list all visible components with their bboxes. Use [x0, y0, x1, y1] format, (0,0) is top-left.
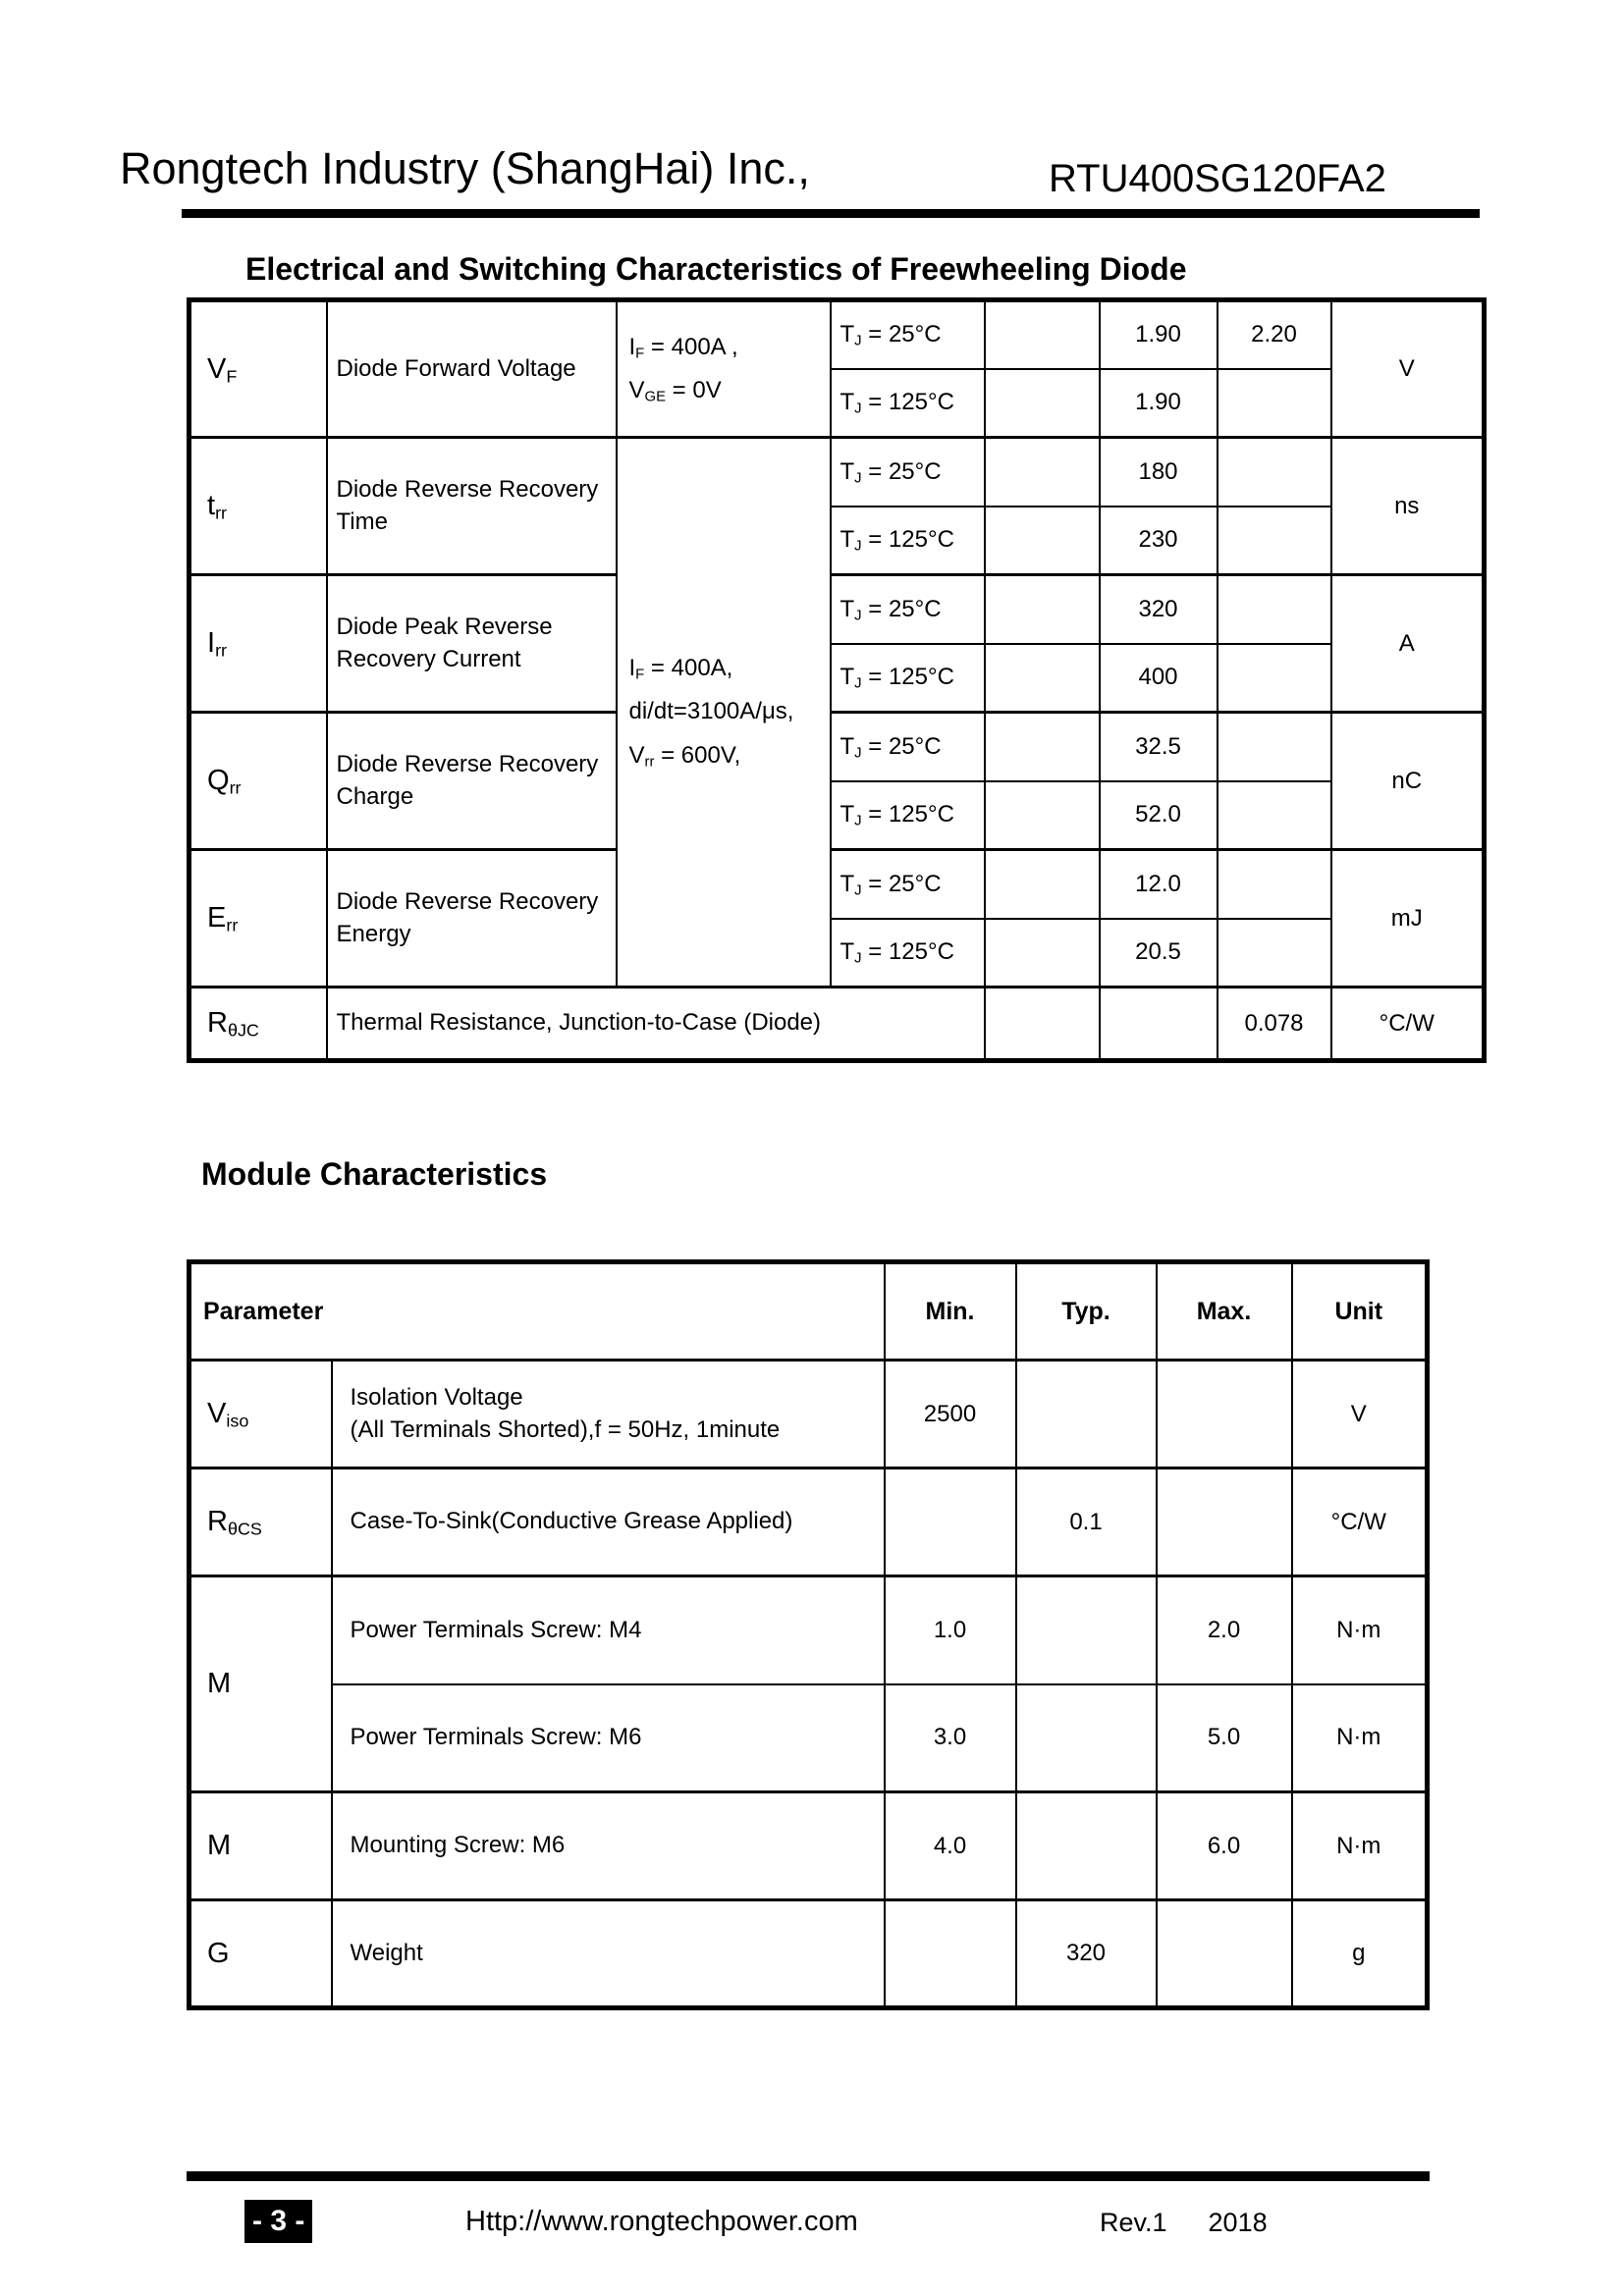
max-cell	[1218, 369, 1331, 438]
condition-line: di/dt=3100A/μs,	[628, 698, 794, 725]
revision-block	[1100, 2208, 1268, 2238]
company-name: Rongtech Industry (ShangHai) Inc.,	[120, 143, 810, 193]
condition-line: $V_{rr} = 600V$,	[628, 741, 741, 771]
table-row	[189, 1576, 1428, 1684]
table-row	[189, 575, 1485, 644]
max-cell: 6.0	[1157, 1792, 1292, 1900]
min-cell	[985, 713, 1100, 781]
table-row	[189, 1684, 1428, 1792]
typ-cell	[1016, 1684, 1157, 1792]
table-row	[189, 713, 1485, 781]
module-table-title: Module Characteristics	[201, 1156, 548, 1192]
typ-cell: 32.5	[1100, 713, 1218, 781]
typ-cell: 230	[1100, 507, 1218, 575]
symbol-cell: $V_{iso}$	[189, 1361, 332, 1468]
tj-cell: $T_J = 125^\circ C$	[831, 781, 985, 850]
description-cell	[332, 1361, 885, 1468]
parameter-cell: Diode Reverse Recovery Time	[327, 438, 617, 575]
tj-cell: $T_J = 25^\circ C$	[831, 438, 985, 507]
tj-cell: $T_J = 25^\circ C$	[831, 850, 985, 919]
description-line: (All Terminals Shorted),f = 50Hz, 1minute	[350, 1415, 781, 1443]
table-row	[189, 850, 1485, 919]
max-cell	[1218, 644, 1331, 713]
typ-cell: 20.5	[1100, 919, 1218, 988]
symbol-cell: $I_{rr}$	[189, 575, 327, 713]
parameter-cell: Diode Forward Voltage	[327, 300, 617, 438]
typ-cell: 1.90	[1100, 369, 1218, 438]
description-cell: Power Terminals Screw: M4	[332, 1576, 885, 1684]
min-cell	[985, 507, 1100, 575]
condition-line: $I_F = 400A$ ,	[628, 333, 738, 362]
max-cell	[1218, 850, 1331, 919]
description-line: Isolation Voltage	[350, 1384, 523, 1412]
min-cell	[885, 1900, 1016, 2008]
max-cell	[1218, 575, 1331, 644]
unit-cell: mJ	[1331, 850, 1485, 988]
col-header-max: Max.	[1157, 1262, 1292, 1361]
max-cell	[1157, 1361, 1292, 1468]
diode-characteristics-table	[187, 297, 1487, 1063]
condition-line: $V_{GE} = 0V$	[628, 377, 722, 405]
max-cell	[1218, 713, 1331, 781]
typ-cell: 12.0	[1100, 850, 1218, 919]
tj-cell: $T_J = 25^\circ C$	[831, 300, 985, 369]
typ-cell	[1016, 1361, 1157, 1468]
diode-table-title: Electrical and Switching Characteristics of Freewheeling Diode	[245, 251, 1187, 287]
typ-cell: 400	[1100, 644, 1218, 713]
table-row	[189, 1468, 1428, 1576]
tj-cell: $T_J = 125^\circ C$	[831, 919, 985, 988]
unit-cell: °C/W	[1331, 988, 1485, 1061]
max-cell: 5.0	[1157, 1684, 1292, 1792]
max-cell	[1218, 919, 1331, 988]
condition-cell	[617, 300, 831, 438]
typ-cell: 320	[1100, 575, 1218, 644]
parameter-cell: Thermal Resistance, Junction-to-Case (Diode)	[327, 988, 985, 1061]
col-header-min: Min.	[885, 1262, 1016, 1361]
symbol-cell: $R_{\theta JC}$	[189, 988, 327, 1061]
unit-cell: nC	[1331, 713, 1485, 850]
unit-cell: °C/W	[1292, 1468, 1428, 1576]
max-cell	[1157, 1900, 1292, 2008]
min-cell	[985, 850, 1100, 919]
table-row	[189, 988, 1485, 1061]
typ-cell: 1.90	[1100, 300, 1218, 369]
symbol-cell: $R_{\theta CS}$	[189, 1468, 332, 1576]
max-cell	[1218, 781, 1331, 850]
min-cell	[985, 644, 1100, 713]
unit-cell: V	[1292, 1361, 1428, 1468]
unit-cell: g	[1292, 1900, 1428, 2008]
tj-cell: $T_J = 125^\circ C$	[831, 369, 985, 438]
col-header-parameter: Parameter	[189, 1262, 885, 1361]
min-cell	[985, 988, 1100, 1061]
parameter-cell: Diode Peak Reverse Recovery Current	[327, 575, 617, 713]
table-row	[189, 1792, 1428, 1900]
symbol-cell: $Q_{rr}$	[189, 713, 327, 850]
min-cell	[985, 919, 1100, 988]
max-cell	[1218, 507, 1331, 575]
footer-rule	[187, 2171, 1430, 2181]
parameter-cell: Diode Reverse Recovery Energy	[327, 850, 617, 988]
website-url: Http://www.rongtechpower.com	[465, 2206, 858, 2237]
part-number: RTU400SG120FA2	[1049, 157, 1386, 200]
max-cell	[1157, 1468, 1292, 1576]
max-cell	[1218, 438, 1331, 507]
symbol-cell: $V_F$	[189, 300, 327, 438]
unit-cell: V	[1331, 300, 1485, 438]
min-cell: 3.0	[885, 1684, 1016, 1792]
typ-cell	[1016, 1576, 1157, 1684]
typ-cell: 52.0	[1100, 781, 1218, 850]
unit-cell: A	[1331, 575, 1485, 713]
description-cell: Weight	[332, 1900, 885, 2008]
table-row	[189, 300, 1485, 369]
typ-cell	[1100, 988, 1218, 1061]
header-rule	[182, 209, 1480, 218]
year-label: 2018	[1208, 2208, 1268, 2237]
shared-condition-cell	[617, 438, 831, 988]
min-cell	[985, 781, 1100, 850]
symbol-cell: $t_{rr}$	[189, 438, 327, 575]
unit-cell: ns	[1331, 438, 1485, 575]
max-cell: 2.20	[1218, 300, 1331, 369]
unit-cell: N·m	[1292, 1684, 1428, 1792]
tj-cell: $T_J = 25^\circ C$	[831, 575, 985, 644]
min-cell	[885, 1468, 1016, 1576]
min-cell: 4.0	[885, 1792, 1016, 1900]
table-header-row	[189, 1262, 1428, 1361]
min-cell	[985, 438, 1100, 507]
condition-line: $I_F = 400A$,	[628, 654, 733, 683]
min-cell: 1.0	[885, 1576, 1016, 1684]
typ-cell	[1016, 1792, 1157, 1900]
symbol-cell: M	[189, 1792, 332, 1900]
col-header-typ: Typ.	[1016, 1262, 1157, 1361]
max-cell: 0.078	[1218, 988, 1331, 1061]
min-cell: 2500	[885, 1361, 1016, 1468]
symbol-cell: M	[189, 1576, 332, 1792]
typ-cell: 180	[1100, 438, 1218, 507]
min-cell	[985, 575, 1100, 644]
typ-cell: 320	[1016, 1900, 1157, 2008]
tj-cell: $T_J = 125^\circ C$	[831, 507, 985, 575]
col-header-unit: Unit	[1292, 1262, 1428, 1361]
symbol-cell: $E_{rr}$	[189, 850, 327, 988]
min-cell	[985, 369, 1100, 438]
table-row	[189, 438, 1485, 507]
description-cell: Mounting Screw: M6	[332, 1792, 885, 1900]
table-row	[189, 1900, 1428, 2008]
unit-cell: N·m	[1292, 1792, 1428, 1900]
max-cell: 2.0	[1157, 1576, 1292, 1684]
min-cell	[985, 300, 1100, 369]
description-cell: Power Terminals Screw: M6	[332, 1684, 885, 1792]
revision-label: Rev.1	[1100, 2208, 1167, 2237]
description-cell: Case-To-Sink(Conductive Grease Applied)	[332, 1468, 885, 1576]
unit-cell: N·m	[1292, 1576, 1428, 1684]
parameter-cell: Diode Reverse Recovery Charge	[327, 713, 617, 850]
table-row	[189, 1361, 1428, 1468]
typ-cell: 0.1	[1016, 1468, 1157, 1576]
page-number-badge: - 3 -	[244, 2200, 312, 2243]
tj-cell: $T_J = 125^\circ C$	[831, 644, 985, 713]
module-characteristics-table	[187, 1259, 1430, 2010]
symbol-cell: G	[189, 1900, 332, 2008]
tj-cell: $T_J = 25^\circ C$	[831, 713, 985, 781]
